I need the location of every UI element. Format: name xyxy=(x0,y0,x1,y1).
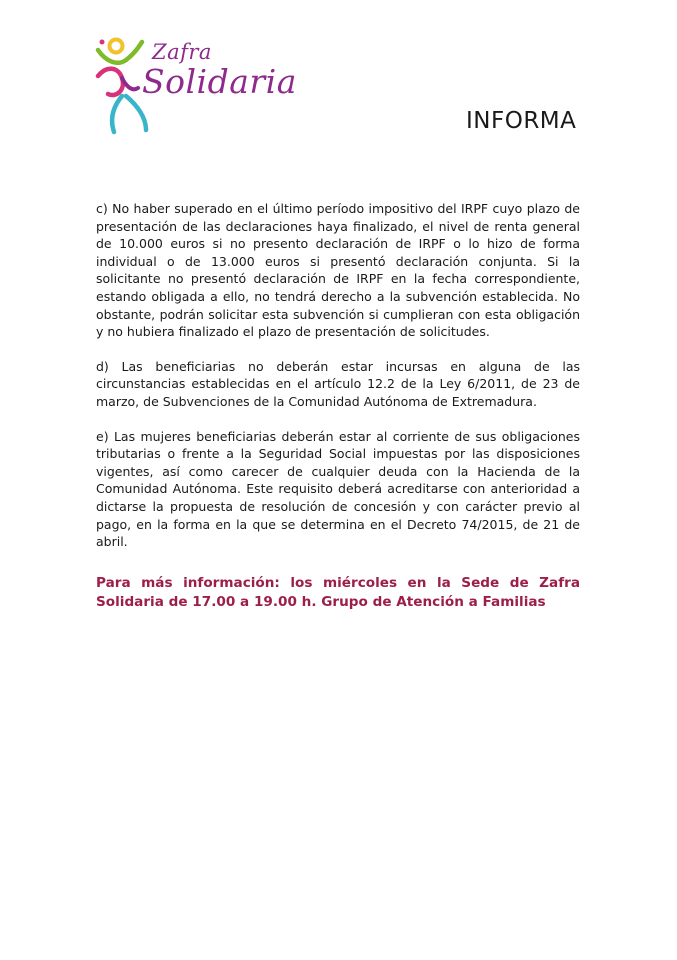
zafra-solidaria-logo xyxy=(92,36,297,136)
paragraph-e: e) Las mujeres beneficiarias deberán estar al corriente de sus obligaciones tributarias o frente a la Seguridad Social impuestas por las disposiciones vigentes, así como carecer de cualquier deuda con la Hacienda de la Comunidad Autónoma. Este requisito deberá acreditarse con anterioridad a dictarse la propuesta de resolución de concesión y con carácter previo al pago, en la forma en la que se determina en el Decreto 74/2015, de 21 de abril. xyxy=(96,428,580,550)
paragraph-d: d) Las beneficiarias no deberán estar incursas en alguna de las circunstancias establecidas en el artículo 12.2 de la Ley 6/2011, de 23 de marzo, de Subvenciones de la Comunidad Autónoma de Extremadura. xyxy=(96,358,580,409)
section-title: INFORMA xyxy=(466,108,577,134)
document-body xyxy=(96,200,580,612)
logo-text-solidaria: Solidaria xyxy=(142,62,297,101)
paragraph-c: c) No haber superado en el último período impositivo del IRPF cuyo plazo de presentación de las declaraciones haya finalizado, el nivel de renta general de 10.000 euros si no presento declaración de IRPF o lo hizo de forma individual o de 13.000 euros si presentó declaración conjunta. Si la solicitante no presentó declaración de IRPF en la fecha correspondiente, estando obligada a ello, no tendrá derecho a la subvención establecida. No obstante, podrán solicitar esta subvención si cumplieran con esta obligación y no hubiera finalizado el plazo de presentación de solicitudes. xyxy=(96,201,580,340)
contact-note: Para más información: los miércoles en la Sede de Zafra Solidaria de 17.00 a 19.00 h. Grupo de Atención a Familias xyxy=(96,574,580,610)
logo-text-zafra: Zafra xyxy=(152,40,212,64)
